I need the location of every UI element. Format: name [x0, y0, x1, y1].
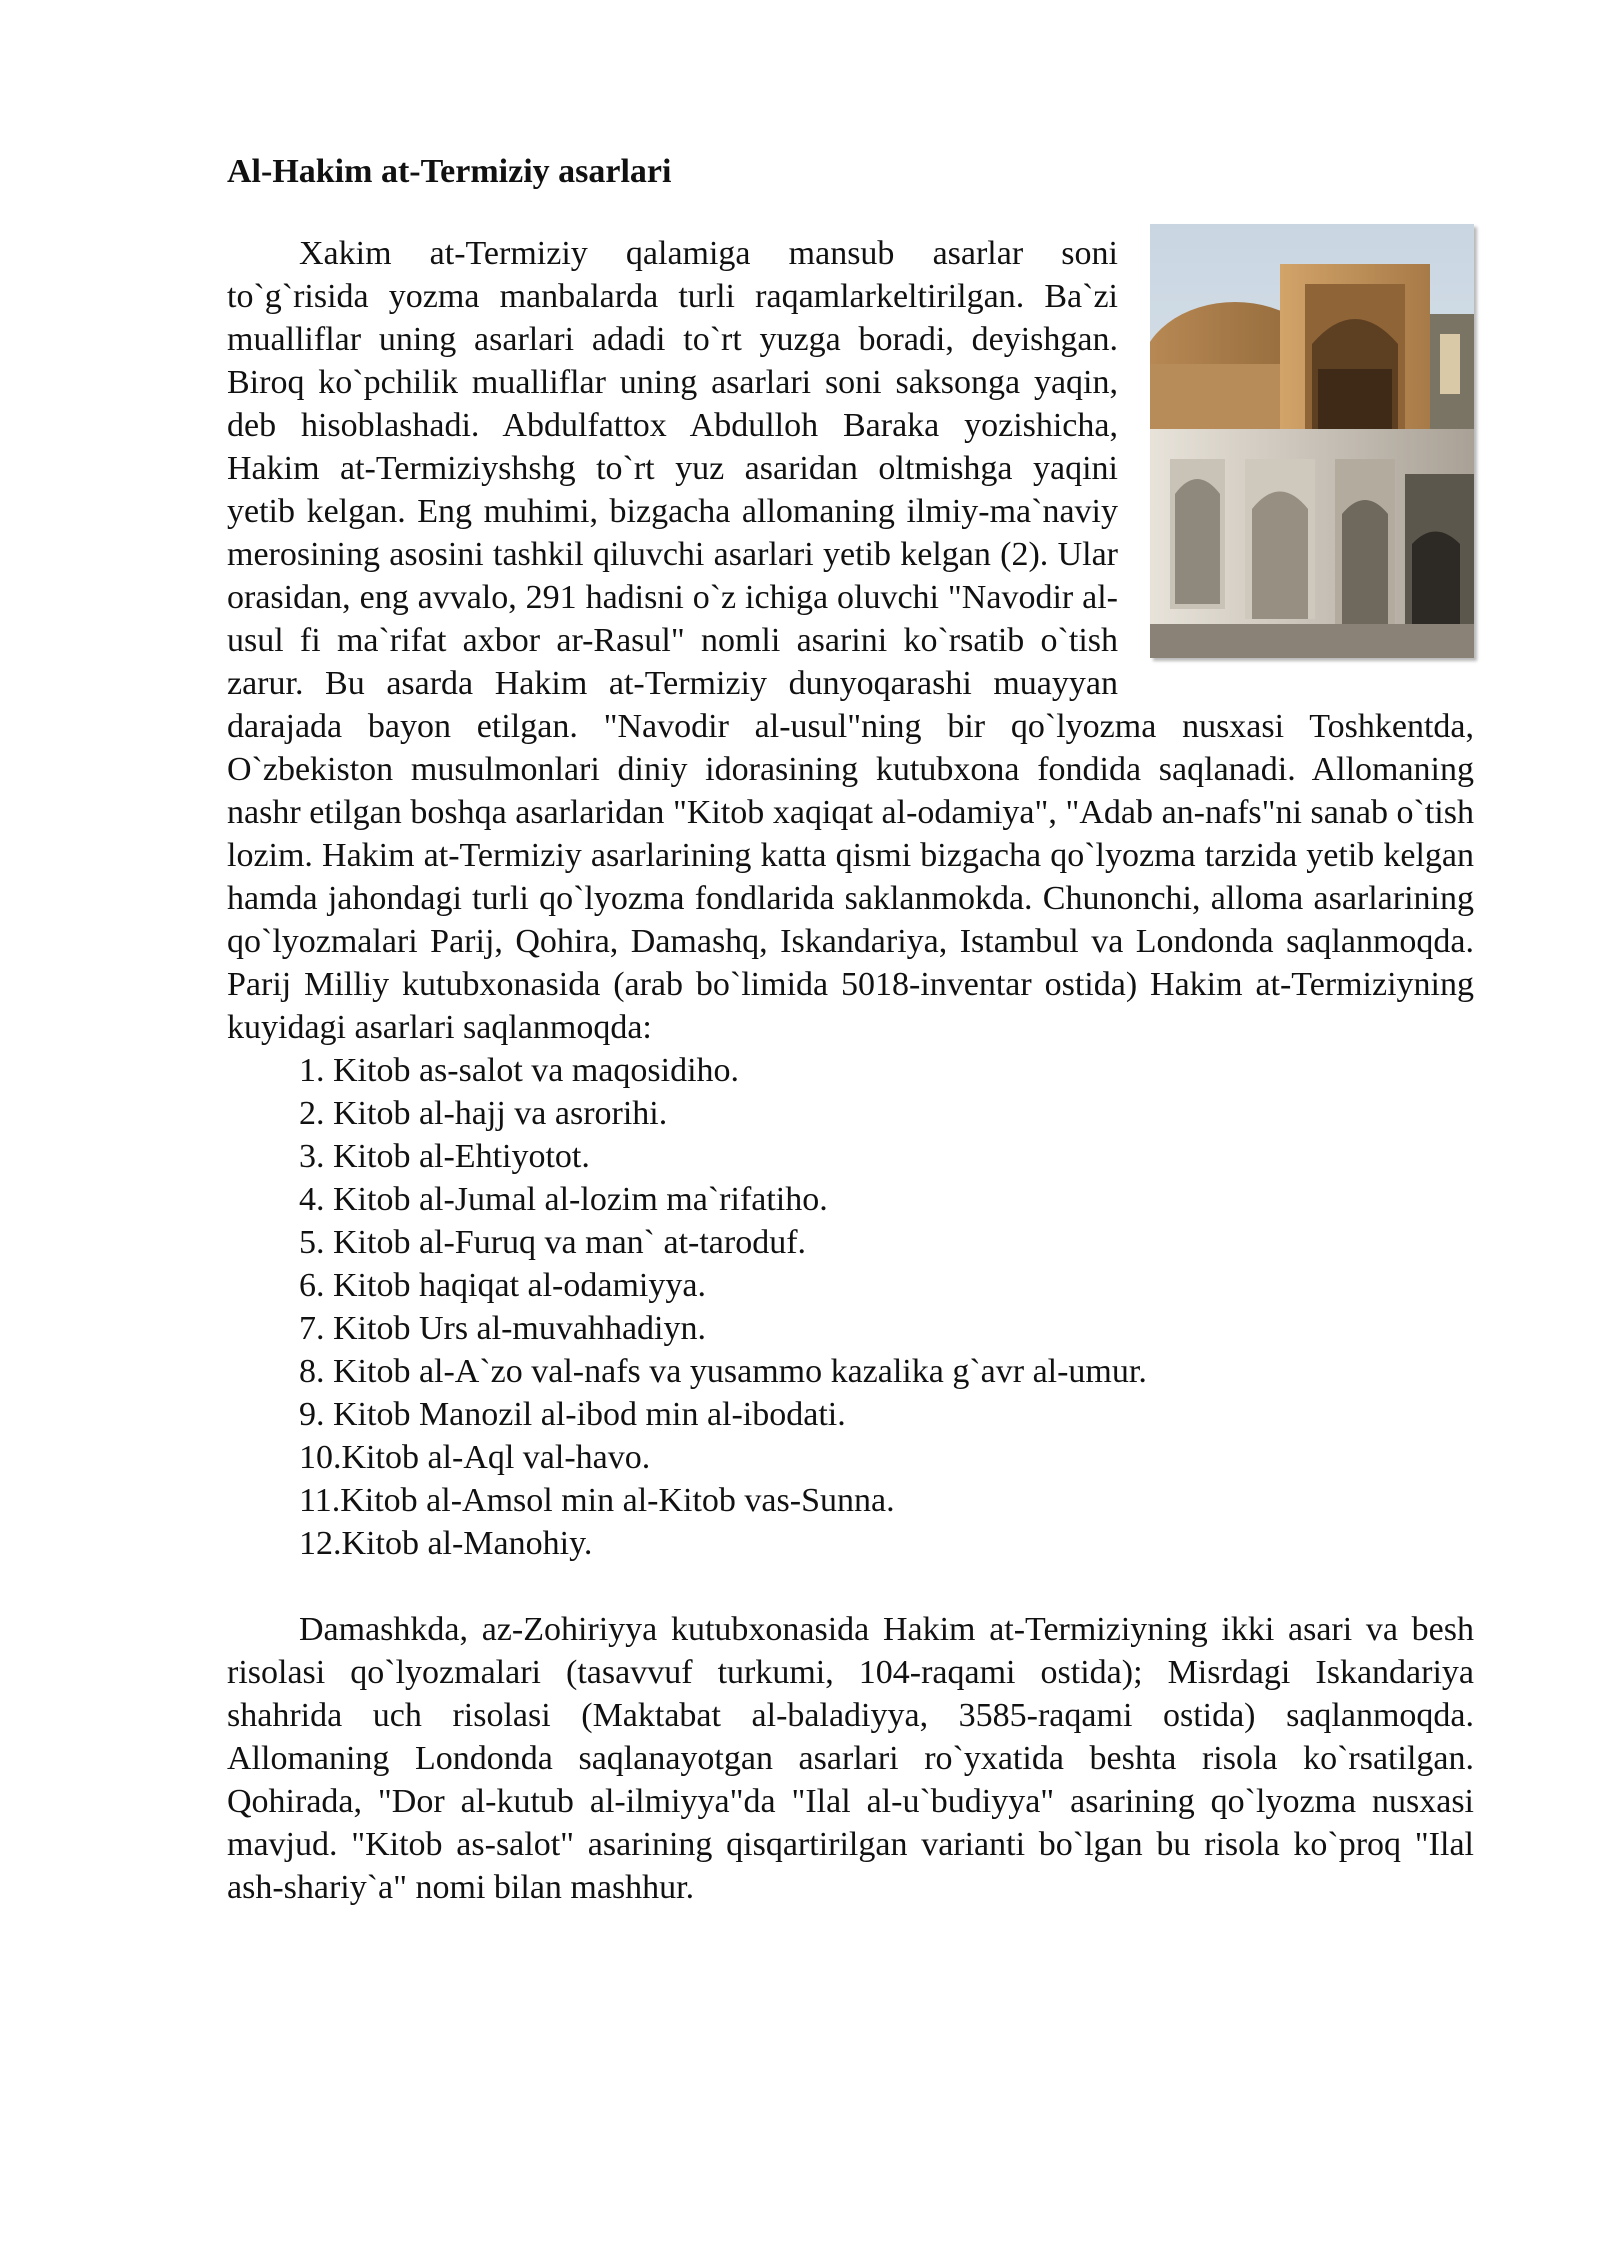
list-item: 10.Kitob al-Aql val-havo.	[299, 1439, 651, 1476]
mausoleum-photo	[1150, 224, 1474, 658]
paragraph-spacer	[227, 1565, 1474, 1608]
list-item: 2. Kitob al-hajj va asrorihi.	[299, 1095, 668, 1132]
list-item: 5. Kitob al-Furuq va man` at-taroduf.	[299, 1224, 807, 1261]
list-item: 6. Kitob haqiqat al-odamiyya.	[299, 1267, 706, 1304]
document-page	[227, 150, 1474, 1909]
list-item: 12.Kitob al-Manohiy.	[299, 1525, 593, 1562]
list-item: 11.Kitob al-Amsol min al-Kitob vas-Sunna.	[299, 1482, 895, 1519]
list-item: 9. Kitob Manozil al-ibod min al-ibodati.	[299, 1396, 846, 1433]
list-item: 3. Kitob al-Ehtiyotot.	[299, 1138, 590, 1175]
page-title: Al-Hakim at-Termiziy asarlari	[227, 153, 672, 190]
list-item: 7. Kitob Urs al-muvahhadiyn.	[299, 1310, 706, 1347]
paragraph-manuscripts: Damashkda, az-Zohiriyya kutubxonasida Hakim at-Termiziyning ikki asari va besh risolasi qo`lyozmalari (tasavvuf turkumi, 104-raqami ostida); Misrdagi Iskandariya shahrida uch risolasi (Maktabat al-baladiyya, 3585-raqami ostida) saqlanmoqda. Allomaning Londonda saqlanayotgan asarlari ro`yxatida beshta risola ko`rsatilgan. Qohirada, "Dor al-kutub al-ilmiyya"da "Ilal al-u`budiyya" asarining qo`lyozma nusxasi mavjud. "Kitob as-salot" asarining qisqartirilgan varianti bo`lgan bu risola ko`proq "Ilal ash-shariy`a" nomi bilan mashhur.	[227, 1611, 1474, 1906]
paragraph-intro: Xakim at-Termiziy qalamiga mansub asarlar soni to`g`risida yozma manbalarda turli raqamlarkeltirilgan. Ba`zi mualliflar uning asarlari adadi to`rt yuzga boradi, deyishgan. Biroq ko`pchilik mualliflar uning asarlari soni saksonga yaqin, deb hisoblashadi. Abdulfattox Abdulloh Baraka yozishicha, Hakim at-Termiziyshshg to`rt yuz asaridan oltmishga yaqini yetib kelgan. Eng muhimi, bizgacha allomaning ilmiy-ma`naviy merosining asosini tashkil qiluvchi asarlari yetib kelgan (2). Ular orasidan, eng avvalo, 291 hadisni o`z ichiga oluvchi "Navodir al-usul fi ma`rifat axbor ar-Rasul" nomli asarini ko`rsatib o`tish zarur. Bu asarda Hakim at-Termiziy dunyoqarashi muayyan darajada bayon etilgan. "Navodir al-usul"ning bir qo`lyozma nusxasi Toshkentda, O`zbekiston musulmonlari diniy idorasining kutubxona fondida saqlanadi. Allomaning nashr etilgan boshqa asarlaridan "Kitob xaqiqat al-odamiya", "Adab an-nafs"ni sanab o`tish lozim. Hakim at-Termiziy asarlarining katta qismi bizgacha qo`lyozma tarzida yetib kelgan hamda jahondagi turli qo`lyozma fondlarida saklanmokda. Chunonchi, alloma asarlarining qo`lyozmalari Parij, Qohira, Damashq, Iskandariya, Istambul va Londonda saqlanmoqda. Parij Milliy kutubxonasida (arab bo`limida 5018-inventar ostida) Hakim at-Termiziyning kuyidagi asarlari saqlanmoqda:	[227, 235, 1474, 1046]
list-item: 4. Kitob al-Jumal al-lozim ma`rifatiho.	[299, 1181, 828, 1218]
works-list	[227, 1049, 1474, 1565]
list-item: 1. Kitob as-salot va maqosidiho.	[299, 1052, 740, 1089]
list-item: 8. Kitob al-A`zo val-nafs va yusammo kazalika g`avr al-umur.	[299, 1353, 1147, 1390]
